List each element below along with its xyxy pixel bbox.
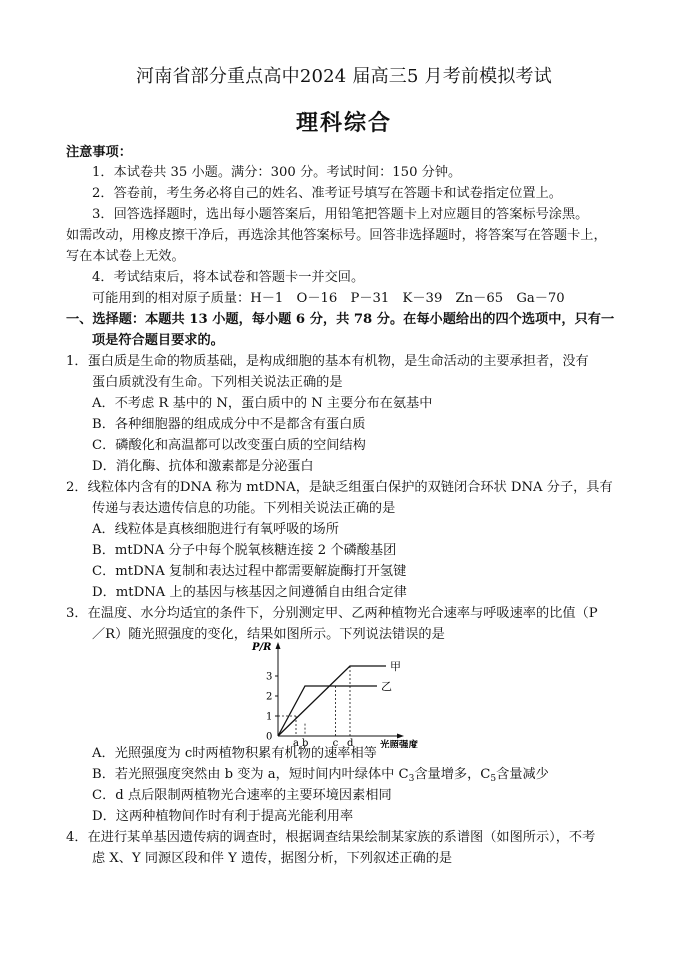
notice-item-2: 2．答卷前，考生务必将自己的姓名、准考证号填写在答题卡和试卷指定位置上。 <box>92 186 562 201</box>
x-tick-label-a: a <box>293 738 299 748</box>
section-1-heading-line-2: 项是符合题目要求的。 <box>92 333 224 348</box>
notice-item-3-line-3: 写在本试卷上无效。 <box>66 249 185 264</box>
q1-stem-line-2: 蛋白质就没有生命。下列相关说法正确的是 <box>92 375 343 390</box>
y-axis-label: P/R <box>252 642 272 653</box>
q3-option-b <box>92 766 549 788</box>
series-line-1 <box>278 666 386 736</box>
notice-item-1: 1．本试卷共 35 小题。满分：300 分。考试时间：150 分钟。 <box>92 165 462 180</box>
y-tick-label-1: 1 <box>266 711 273 723</box>
y-tick-label-0: 0 <box>266 731 273 743</box>
q2-stem-line-2: 传递与表达遗传信息的功能。下列相关说法正确的是 <box>92 501 396 516</box>
series-label-1: 甲 <box>390 660 401 673</box>
q2-option-a: A．线粒体是真核细胞进行有氧呼吸的场所 <box>92 522 339 537</box>
q2-option-d: D．mtDNA 上的基因与核基因之间遵循自由组合定律 <box>92 585 407 600</box>
q3-option-d: D．这两种植物间作时有利于提高光能利用率 <box>92 809 354 824</box>
q3-option-b-part-1: B．若光照强度突然由 b 变为 a，短时间内叶绿体中 C <box>92 767 409 782</box>
x-tick-label-c: c <box>332 738 339 748</box>
q1-option-c: C．磷酸化和高温都可以改变蛋白质的空间结构 <box>92 438 366 453</box>
q3-option-a: A．光照强度为 c时两植物积累有机物的速率相等 <box>92 746 377 761</box>
x-tick-label-b: b <box>302 738 309 748</box>
series-line-2 <box>278 686 377 736</box>
q2-option-c: C．mtDNA 复制和表达过程中都需要解旋酶打开氢键 <box>92 564 407 579</box>
notice-item-4: 4．考试结束后，将本试卷和答题卡一并交回。 <box>92 270 365 285</box>
q3-option-b-part-2: 含量增多，C <box>414 767 491 782</box>
q2-option-b: B．mtDNA 分子中每个脱氧核糖连接 2 个磷酸基团 <box>92 543 397 558</box>
q4-stem-line-2: 虑 X、Y 同源区段和伴 Y 遗传，据图分析，下列叙述正确的是 <box>92 851 453 866</box>
y-axis-arrow <box>276 642 281 649</box>
q4-stem-line-1: 4．在进行某单基因遗传病的调查时，根据调查结果绘制某家族的系谱图（如图所示），不考 <box>66 830 596 845</box>
series-label-2: 乙 <box>381 680 392 693</box>
q1-option-a: A．不考虑 R 基中的 N，蛋白质中的 N 主要分布在氨基中 <box>92 396 433 411</box>
notice-heading: 注意事项： <box>66 145 132 160</box>
section-1-heading-line-1: 一、选择题：本题共 13 小题，每小题 6 分，共 78 分。在每小题给出的四个选项中，只有一 <box>66 312 615 327</box>
q2-stem-line-1: 2．线粒体内含有的DNA 称为 mtDNA，是缺乏组蛋白保护的双链闭合环状 DNA 分子，具有 <box>66 480 613 495</box>
y-tick-label-3: 3 <box>266 671 273 683</box>
q3-option-c: C．d 点后限制两植物光合速率的主要环境因素相同 <box>92 788 392 803</box>
notice-item-3-line-2: 如需改动，用橡皮擦干净后，再选涂其他答案标号。回答非选择题时，将答案写在答题卡上， <box>66 228 607 243</box>
notice-item-3-line-1: 3．回答选择题时，选出每小题答案后，用铅笔把答题卡上对应题目的答案标号涂黑。 <box>92 207 589 222</box>
x-axis-arrow <box>397 734 404 739</box>
q1-stem-line-1: 1．蛋白质是生命的物质基础，是构成细胞的基本有机物，是生命活动的主要承担者，没有 <box>66 354 589 369</box>
q3-option-b-part-3: 含量减少 <box>496 767 549 782</box>
atomic-mass-note: 可能用到的相对原子质量：H－1 O－16 P－31 K－39 Zn－65 Ga－70 <box>92 291 565 306</box>
y-tick-label-2: 2 <box>266 691 273 703</box>
q3-option-b-sub-1: 3 <box>408 774 415 784</box>
q1-option-b: B．各种细胞器的组成成分中不是都含有蛋白质 <box>92 417 366 432</box>
exam-subject: 理科综合 <box>295 110 392 136</box>
q3-stem-line-1: 3．在温度、水分均适宜的条件下，分别测定甲、乙两种植物光合速率与呼吸速率的比值（P <box>66 606 598 621</box>
q3-stem-line-2: ／R）随光照强度的变化，结果如图所示。下列说法错误的是 <box>92 627 445 642</box>
x-axis-label: 光照强度 <box>380 740 419 748</box>
q3-chart-svg <box>250 638 440 748</box>
q1-option-d: D．消化酶、抗体和激素都是分泌蛋白 <box>92 459 314 474</box>
x-tick-label-d: d <box>347 738 354 748</box>
q3-option-b-sub-2: 5 <box>490 774 497 784</box>
q3-chart <box>250 638 440 748</box>
exam-title: 河南省部分重点高中2024 届高三5 月考前模拟考试 <box>136 66 552 87</box>
